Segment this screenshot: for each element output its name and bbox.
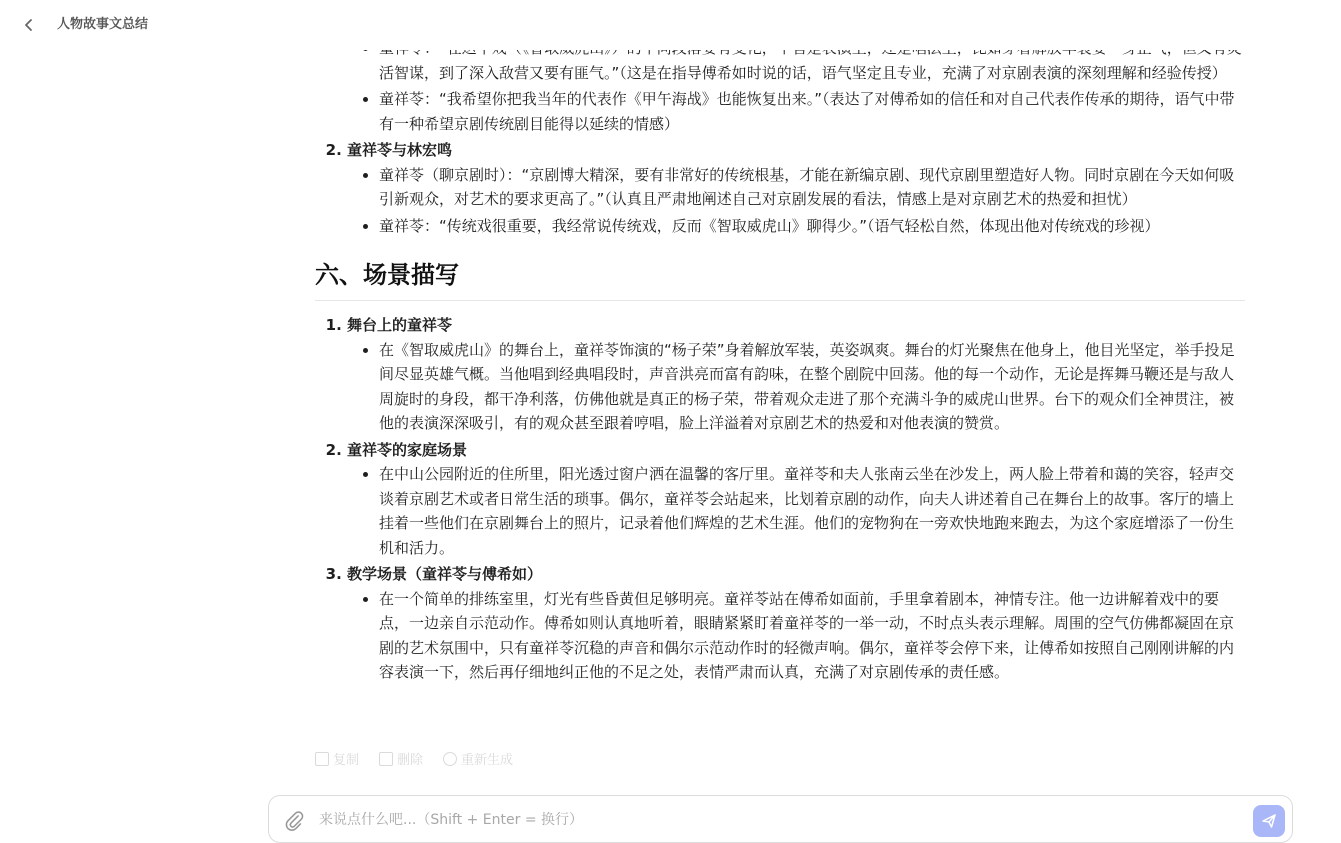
- list-item: • 在中山公园附近的住所里，阳光透过窗户洒在温馨的客厅里。童祥苓和夫人张南云坐在沙发上，两人脸上带着和蔼的笑容，轻声交谈着京剧艺术或者日常生活的琐事。偶尔，童祥苓会站起来，比划着京剧的动作，向夫人讲述着自己在舞台上的故事。客厅的墙上挂着一些他们在京剧舞台上的照片，记录着他们辉煌的艺术生涯。他们的宠物狗在一旁欢快地跑来跑去，为这个家庭增添了一份生机和活力。: [379, 462, 1245, 560]
- scene-item: [347, 562, 1245, 685]
- scene-bullets: [347, 338, 1245, 436]
- list-item: • 童祥苓：“传统戏很重要，我经常说传统戏，反而《智取威虎山》聊得少。”（语气轻松自然，体现出他对传统戏的珍视）: [379, 214, 1245, 239]
- scene-item-title: 教学场景（童祥苓与傅希如）: [347, 565, 543, 583]
- list-item: • 在《智取威虎山》的舞台上，童祥苓饰演的“杨子荣”身着解放军装，英姿飒爽。舞台的灯光聚焦在他身上，他目光坚定，举手投足间尽显英雄气概。当他唱到经典唱段时，声音洪亮而富有韵味，在整个剧院中回荡。他的每一个动作，无论是挥舞马鞭还是与敌人周旋时的身段，都干净利落，仿佛他就是真正的杨子荣，带着观众走进了那个充满斗争的威虎山世界。台下的观众们全神贯注，被他的表演深深吸引，有的观众甚至跟着哼唱，脸上洋溢着对京剧艺术的热爱和对他表演的赞赏。: [379, 338, 1245, 436]
- copy-icon: [315, 752, 329, 766]
- scene-item-title: 舞台上的童祥苓: [347, 316, 453, 334]
- paperclip-icon[interactable]: [283, 810, 305, 832]
- scene-list: [315, 313, 1245, 685]
- top-bar: [0, 0, 1341, 50]
- dialogue-item: [347, 138, 1245, 238]
- dialogue-item-title: 童祥苓与林宏鸣: [347, 141, 453, 159]
- trash-icon: [379, 752, 393, 766]
- copy-label: 复制: [333, 753, 360, 768]
- list-item: • 在一个简单的排练室里，灯光有些昏黄但足够明亮。童祥苓站在傅希如面前，手里拿着剧本，神情专注。他一边讲解着戏中的要点，一边亲自示范动作。傅希如则认真地听着，眼睛紧紧盯着童祥苓的一举一动，不时点头表示理解。周围的空气仿佛都凝固在京剧的艺术氛围中，只有童祥苓沉稳的声音和偶尔示范动作时的轻微声响。偶尔，童祥苓会停下来，让傅希如按照自己刚刚讲解的内容表演一下，然后再仔细地纠正他的不足之处，表情严肃而认真，充满了对京剧传承的责任感。: [379, 587, 1245, 685]
- scene-item: [347, 438, 1245, 561]
- copy-button[interactable]: [315, 749, 359, 768]
- dialogue-bullets: [347, 163, 1245, 239]
- chevron-left-icon: [22, 18, 36, 32]
- scene-bullets: [347, 587, 1245, 685]
- delete-button[interactable]: [379, 749, 423, 768]
- scene-bullets: [347, 462, 1245, 560]
- page-title: 人物故事文总结: [57, 17, 149, 32]
- message-actions: [315, 749, 513, 768]
- send-icon: [1261, 813, 1277, 829]
- message-content: [315, 36, 1245, 776]
- list-item: • 童祥苓：“我希望你把我当年的代表作《甲午海战》也能恢复出来。”（表达了对傅希如的信任和对自己代表作传承的期待，语气中带有一种希望京剧传统剧目能得以延续的情感）: [379, 87, 1245, 136]
- list-item: • 童祥苓（聊京剧时）：“京剧博大精深，要有非常好的传统根基，才能在新编京剧、现代京剧里塑造好人物。同时京剧在今天如何吸引新观众，对艺术的要求更高了。”（认真且严肃地阐述自己对京剧发展的看法，情感上是对京剧艺术的热爱和担忧）: [379, 163, 1245, 212]
- section-heading: 六、场景描写: [315, 258, 1245, 301]
- regenerate-button[interactable]: [443, 749, 513, 768]
- refresh-icon: [443, 752, 457, 766]
- regenerate-label: 重新生成: [461, 753, 514, 768]
- chat-input[interactable]: [317, 806, 1221, 834]
- send-button[interactable]: [1253, 805, 1285, 837]
- intro-bullet-list: [315, 36, 1245, 136]
- scene-item-title: 童祥苓的家庭场景: [347, 440, 468, 459]
- delete-label: 删除: [397, 753, 424, 768]
- scene-item: [347, 313, 1245, 436]
- dialogue-list: [315, 138, 1245, 238]
- chat-input-bar: [268, 795, 1293, 843]
- back-button[interactable]: [18, 14, 40, 36]
- list-item: • 活智谋，到了深入敌营又要有匪气。”（这是在指导傅希如时说的话，语气坚定且专业，充满了对京剧表演的深刻理解和经验传授）: [379, 36, 1245, 85]
